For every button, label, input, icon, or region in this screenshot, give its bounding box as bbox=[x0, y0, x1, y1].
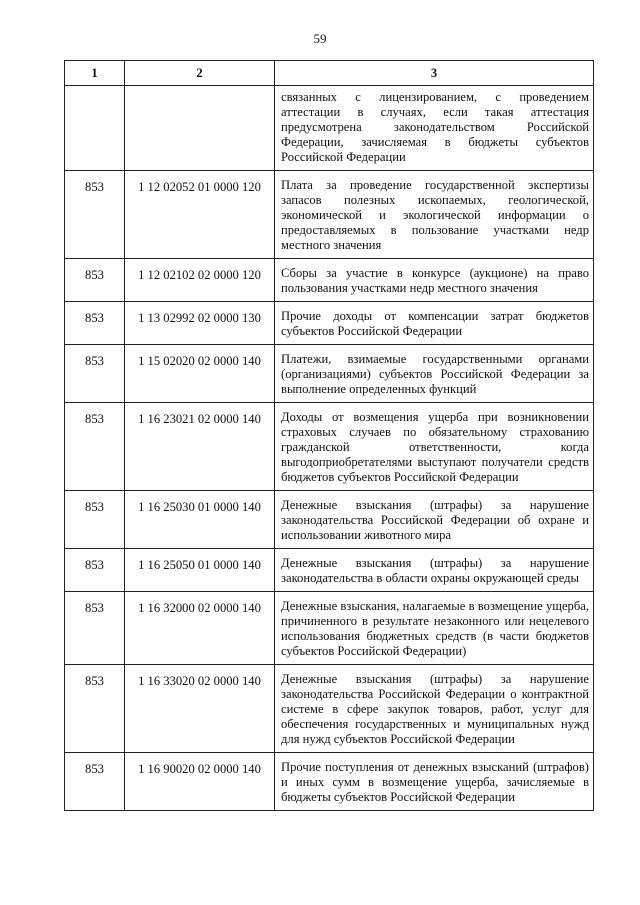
table-row bbox=[65, 491, 594, 549]
revenue-name-cell: Денежные взыскания, налагаемые в возмещение ущерба, причиненного в результате незаконного или нецелевого использования бюджетных средств (в части бюджетов субъектов Российской Федерации) bbox=[275, 592, 594, 665]
revenue-name-cell: Денежные взыскания (штрафы) за нарушение законодательства Российской Федерации об охране и использовании животного мира bbox=[275, 491, 594, 549]
revenue-name-cell: Прочие доходы от компенсации затрат бюджетов субъектов Российской Федерации bbox=[275, 302, 594, 345]
revenue-code-cell bbox=[125, 86, 275, 171]
revenue-name-cell: Плата за проведение государственной экспертизы запасов полезных ископаемых, геологической, экономической и экологической информации о предоставляемых в пользование участками недр местного значения bbox=[275, 171, 594, 259]
admin-code-cell: 853 bbox=[65, 403, 125, 491]
revenue-name-cell: связанных с лицензированием, с проведением аттестации в случаях, если такая аттестация предусмотрена законодательством Российской Федерации, зачисляемая в бюджеты субъектов Российской Федерации bbox=[275, 86, 594, 171]
column-header-3: 3 bbox=[275, 61, 594, 86]
admin-code-cell: 853 bbox=[65, 753, 125, 811]
revenue-codes-table bbox=[64, 60, 594, 811]
admin-code-cell: 853 bbox=[65, 259, 125, 302]
revenue-code-cell: 1 12 02102 02 0000 120 bbox=[125, 259, 275, 302]
revenue-code-cell: 1 16 32000 02 0000 140 bbox=[125, 592, 275, 665]
admin-code-cell: 853 bbox=[65, 302, 125, 345]
revenue-code-cell: 1 16 23021 02 0000 140 bbox=[125, 403, 275, 491]
table-header-row bbox=[65, 61, 594, 86]
revenue-code-cell: 1 13 02992 02 0000 130 bbox=[125, 302, 275, 345]
table-row bbox=[65, 665, 594, 753]
table-row bbox=[65, 171, 594, 259]
revenue-code-cell: 1 16 25050 01 0000 140 bbox=[125, 549, 275, 592]
admin-code-cell: 853 bbox=[65, 549, 125, 592]
table-row bbox=[65, 345, 594, 403]
column-header-1: 1 bbox=[65, 61, 125, 86]
revenue-name-cell: Прочие поступления от денежных взысканий (штрафов) и иных сумм в возмещение ущерба, зачисляемые в бюджеты субъектов Российской Федерации bbox=[275, 753, 594, 811]
admin-code-cell: 853 bbox=[65, 345, 125, 403]
admin-code-cell: 853 bbox=[65, 665, 125, 753]
revenue-code-cell: 1 12 02052 01 0000 120 bbox=[125, 171, 275, 259]
table-row bbox=[65, 549, 594, 592]
revenue-name-cell: Денежные взыскания (штрафы) за нарушение законодательства в области охраны окружающей среды bbox=[275, 549, 594, 592]
admin-code-cell bbox=[65, 86, 125, 171]
table-row bbox=[65, 86, 594, 171]
revenue-code-cell: 1 16 25030 01 0000 140 bbox=[125, 491, 275, 549]
table-row bbox=[65, 259, 594, 302]
revenue-name-cell: Сборы за участие в конкурсе (аукционе) на право пользования участками недр местного значения bbox=[275, 259, 594, 302]
revenue-name-cell: Платежи, взимаемые государственными органами (организациями) субъектов Российской Федерации за выполнение определенных функций bbox=[275, 345, 594, 403]
table-row bbox=[65, 592, 594, 665]
table-row bbox=[65, 403, 594, 491]
revenue-name-cell: Денежные взыскания (штрафы) за нарушение законодательства Российской Федерации о контрактной системе в сфере закупок товаров, работ, услуг для обеспечения государственных и муниципальных нужд для нужд субъектов Российской Федерации bbox=[275, 665, 594, 753]
admin-code-cell: 853 bbox=[65, 171, 125, 259]
revenue-code-cell: 1 16 33020 02 0000 140 bbox=[125, 665, 275, 753]
admin-code-cell: 853 bbox=[65, 491, 125, 549]
table-row bbox=[65, 302, 594, 345]
revenue-code-cell: 1 16 90020 02 0000 140 bbox=[125, 753, 275, 811]
page-number: 59 bbox=[313, 31, 327, 46]
column-header-2: 2 bbox=[125, 61, 275, 86]
revenue-name-cell: Доходы от возмещения ущерба при возникновении страховых случаев по обязательному страхованию гражданской ответственности, когда выгодоприобретателями выступают получатели средств бюджетов субъектов Российской Федерации bbox=[275, 403, 594, 491]
table-row bbox=[65, 753, 594, 811]
admin-code-cell: 853 bbox=[65, 592, 125, 665]
revenue-code-cell: 1 15 02020 02 0000 140 bbox=[125, 345, 275, 403]
